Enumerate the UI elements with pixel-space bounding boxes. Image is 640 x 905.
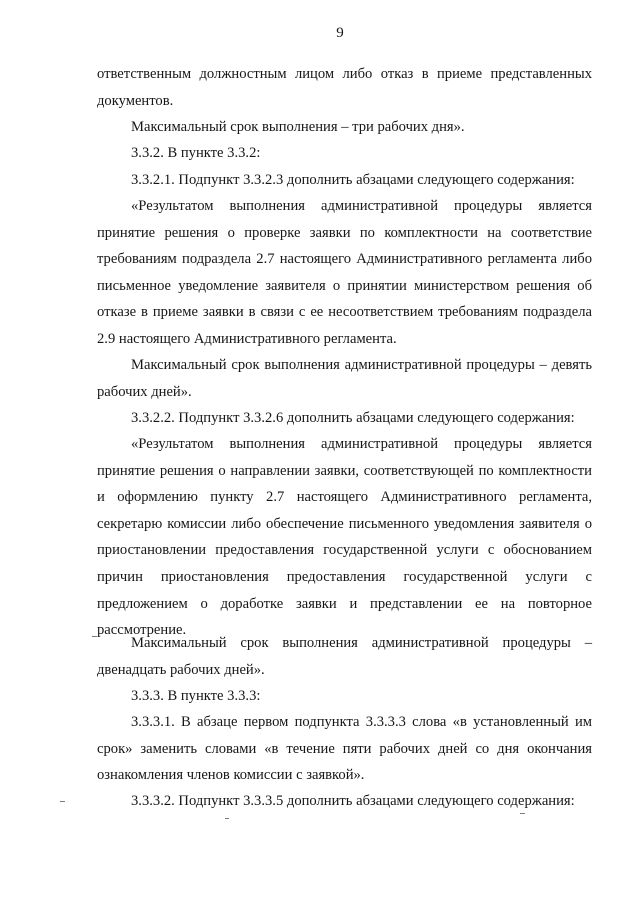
scan-speck	[225, 818, 229, 819]
page-number: 9	[336, 25, 344, 41]
paragraph-1: ответственным должностным лицом либо отказ в приеме представленных документов.	[97, 66, 592, 109]
paragraph-3: 3.3.2. В пункте 3.3.2:	[131, 145, 261, 161]
scan-speck	[92, 636, 97, 637]
paragraph-10: 3.3.3. В пункте 3.3.3:	[131, 688, 261, 704]
paragraph-9: Максимальный срок выполнения административной процедуры – двенадцать рабочих дней».	[97, 635, 592, 678]
scan-speck	[60, 801, 65, 802]
paragraph-2: Максимальный срок выполнения – три рабочих дня».	[131, 119, 465, 135]
paragraph-6: Максимальный срок выполнения административной процедуры – девять рабочих дней».	[97, 357, 592, 400]
paragraph-8: «Результатом выполнения административной процедуры является принятие решения о направлении заявки, соответствующей по комплектности и оформлению пункту 2.7 настоящего Административного регламента, секретарю комиссии либо обеспечение письменного уведомления заявителя о приостановлении предоставления государственной услуги с обоснованием причин приостановления предоставления государственной услуги с предложением о доработке заявки и представлении ее на повторное рассмотрение.	[97, 436, 592, 639]
paragraph-5: «Результатом выполнения административной процедуры является принятие решения о проверке заявки по комплектности на соответствие требованиям подраздела 2.7 настоящего Административного регламента либо письменное уведомление заявителя о принятии министерством решения об отказе в приеме заявки в связи с ее несоответствием требованиям подраздела 2.9 настоящего Административного регламента.	[97, 198, 592, 347]
paragraph-12: 3.3.3.2. Подпункт 3.3.3.5 дополнить абзацами следующего содержания:	[131, 793, 575, 809]
paragraph-4: 3.3.2.1. Подпункт 3.3.2.3 дополнить абзацами следующего содержания:	[131, 172, 575, 188]
scan-speck	[520, 813, 525, 814]
paragraph-11: 3.3.3.1. В абзаце первом подпункта 3.3.3.3 слова «в установленный им срок» заменить словами «в течение пяти рабочих дней со дня окончания ознакомления членов комиссии с заявкой».	[97, 714, 592, 784]
paragraph-7: 3.3.2.2. Подпункт 3.3.2.6 дополнить абзацами следующего содержания:	[131, 410, 575, 426]
